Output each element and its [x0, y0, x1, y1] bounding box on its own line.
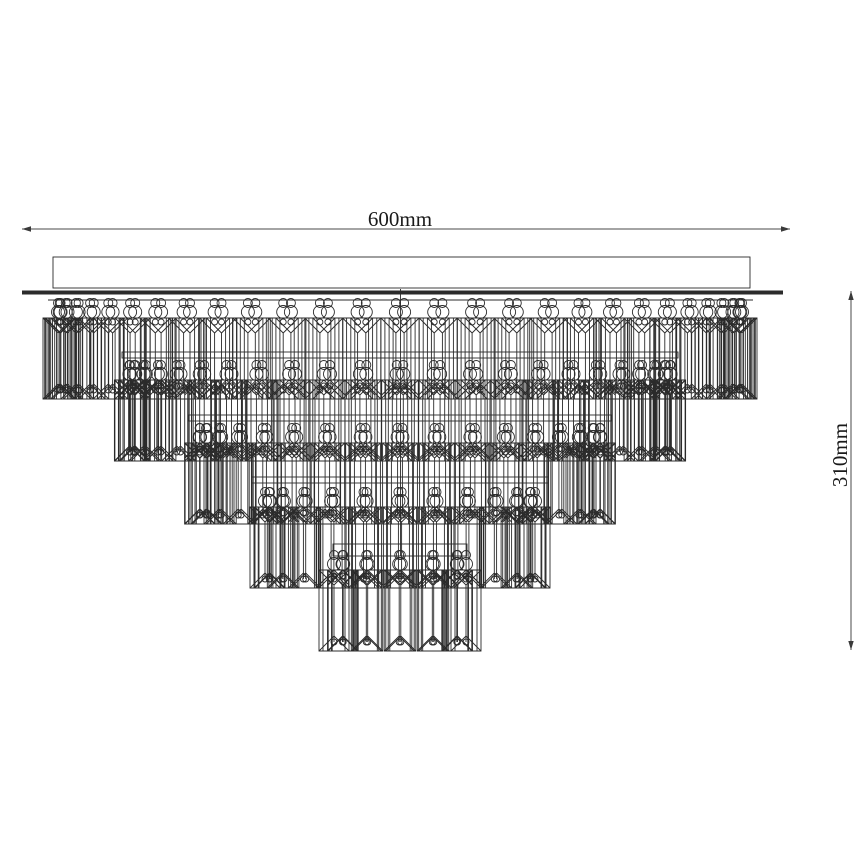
- crystal-pendant: [691, 299, 721, 400]
- crystal-pendant: [129, 361, 159, 462]
- crystal-pendant: [578, 424, 608, 525]
- height-dimension-label: 310mm: [828, 422, 852, 488]
- crystal-pendant: [695, 299, 725, 400]
- crystal-pendant: [641, 361, 671, 462]
- crystal-pendant: [727, 299, 757, 400]
- chandelier-drawing: [22, 257, 783, 651]
- crystal-pendant: [75, 299, 105, 400]
- arrowhead-down: [848, 641, 853, 650]
- arrowhead-up: [848, 291, 853, 300]
- crystal-pendant: [192, 424, 222, 525]
- arrowhead-right: [781, 226, 790, 231]
- tier-2: [114, 352, 685, 461]
- tier-5: [319, 544, 481, 651]
- crystal-pendant: [43, 299, 73, 400]
- width-dimension-label: 600mm: [367, 207, 433, 231]
- tier-support-bar: [333, 544, 467, 556]
- canopy-plate: [53, 257, 750, 288]
- crystal-pendant: [79, 299, 109, 400]
- tier-support-bar: [188, 415, 612, 421]
- arrowhead-left: [22, 226, 31, 231]
